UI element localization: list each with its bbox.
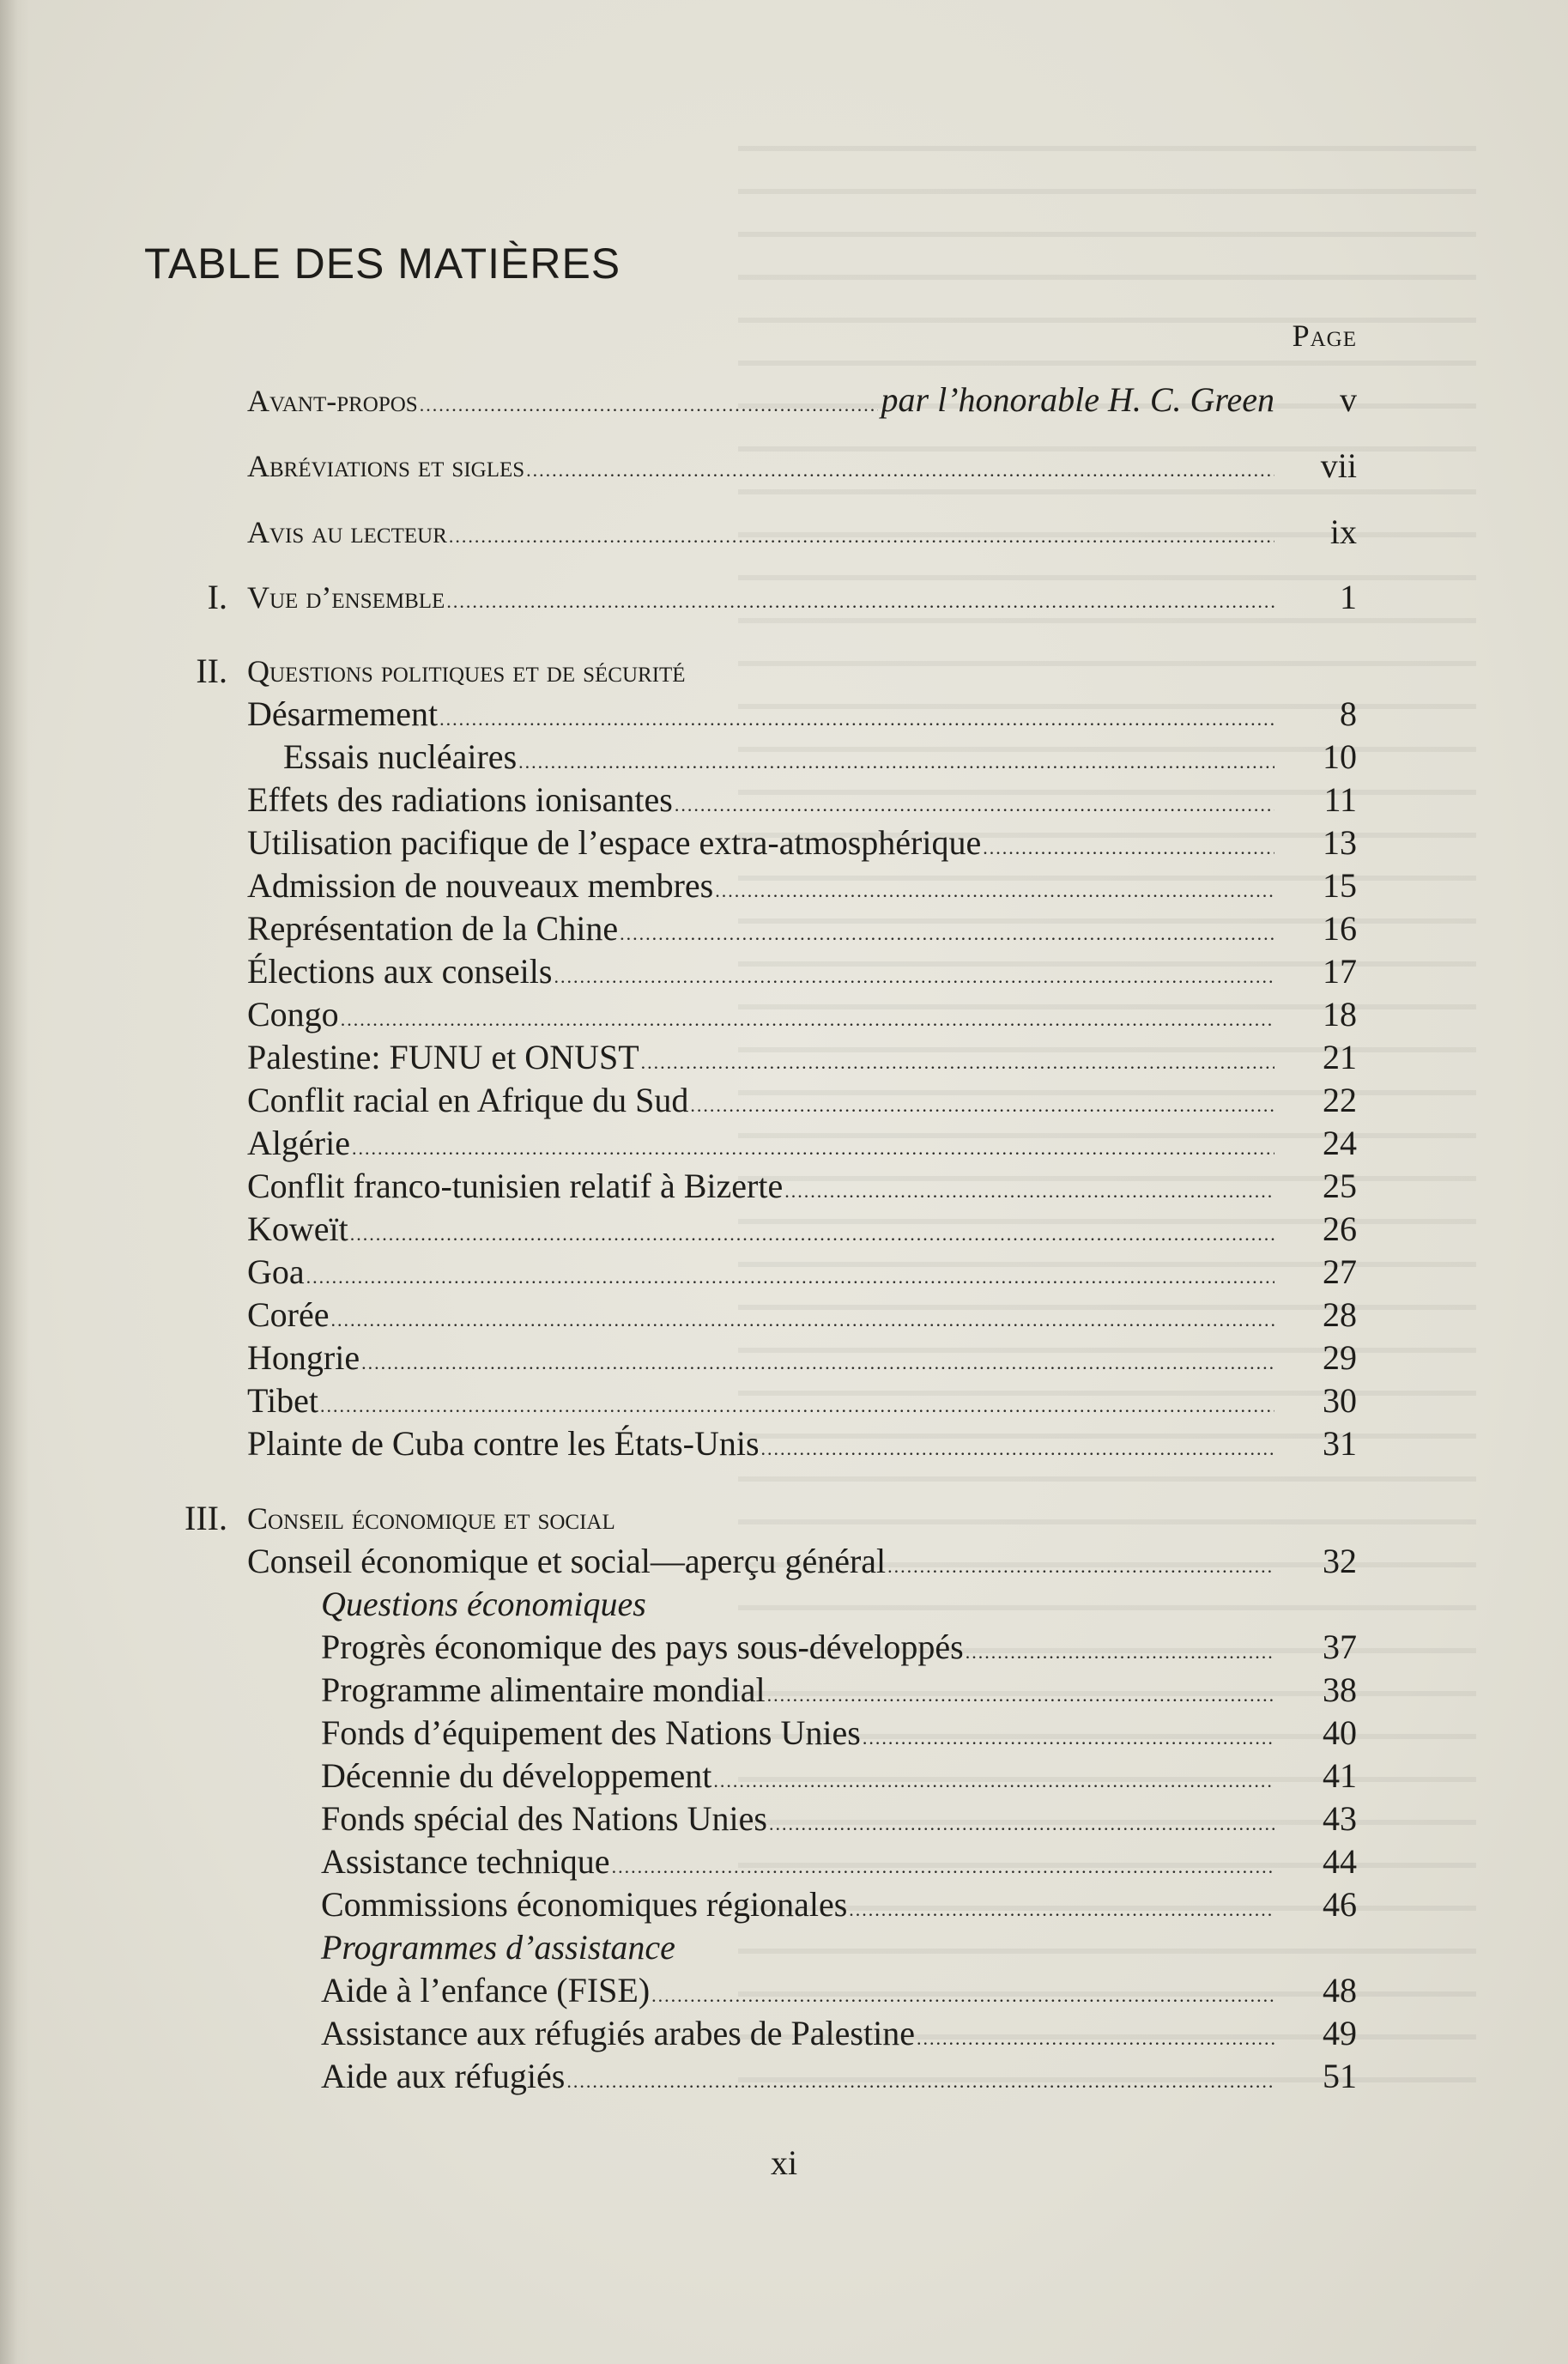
toc-entry-label: Koweït — [247, 1209, 348, 1248]
leader-dots — [361, 1342, 1274, 1385]
leader-dots — [306, 1256, 1274, 1299]
toc-entry-label: Plainte de Cuba contre les États-Unis — [247, 1424, 760, 1463]
toc-entry-page: 16 — [1323, 909, 1357, 948]
toc-entry-label: Algérie — [247, 1124, 350, 1162]
toc-entry-label: Avis au lecteur — [247, 515, 447, 549]
toc-entry-page: 15 — [1323, 866, 1357, 905]
leader-dots — [420, 384, 878, 427]
toc-entry — [0, 1626, 1568, 1669]
toc-entry-text — [247, 576, 1274, 623]
toc-entry — [0, 1379, 1568, 1422]
leader-dots — [554, 955, 1274, 998]
toc-entry-avant-propos — [0, 379, 1568, 421]
toc-entry-page: 8 — [1340, 694, 1357, 733]
toc-entry — [0, 2012, 1568, 2055]
toc-section-heading-ii — [0, 650, 1568, 693]
toc-entry — [0, 2055, 1568, 2098]
toc-entry-label: Conseil économique et social—aperçu général — [247, 1542, 887, 1580]
leader-dots — [352, 1127, 1274, 1170]
toc-entry-label: Corée — [247, 1295, 330, 1334]
toc-entry-page: 44 — [1323, 1842, 1357, 1881]
toc-entry-page: 10 — [1323, 737, 1357, 776]
leader-dots — [690, 1084, 1274, 1127]
page-number: xi — [770, 2143, 798, 2182]
leader-dots — [518, 741, 1274, 784]
toc-entry-page: 24 — [1323, 1124, 1357, 1162]
toc-entry — [0, 1165, 1568, 1208]
leader-dots — [350, 1213, 1274, 1256]
toc-entry-text — [247, 1497, 1274, 1540]
toc-entry-label: Essais nucléaires — [283, 737, 518, 776]
leader-dots — [331, 1299, 1274, 1342]
leader-dots — [526, 449, 1274, 492]
leader-dots — [863, 1717, 1274, 1760]
toc-entry-page: 43 — [1323, 1799, 1357, 1838]
toc-entry — [0, 1294, 1568, 1337]
toc-entry — [0, 864, 1568, 907]
section-number: III. — [185, 1499, 227, 1537]
toc-entry-label: Assistance technique — [321, 1842, 610, 1881]
toc-entry-page: vii — [1320, 446, 1357, 485]
toc-entry-page: 28 — [1323, 1295, 1357, 1334]
toc-entry — [0, 1208, 1568, 1251]
toc-entry-text — [321, 2055, 1274, 2103]
toc-entry-text — [247, 1079, 1274, 1127]
toc-entry-text — [321, 1712, 1274, 1760]
toc-entry-page: 51 — [1323, 2057, 1357, 2095]
toc-entry — [0, 1669, 1568, 1712]
toc-entry — [0, 993, 1568, 1036]
toc-entry-label: Assistance aux réfugiés arabes de Palestine — [321, 2014, 915, 2052]
toc-entry-text — [247, 1294, 1274, 1342]
toc-subheading: Programmes d’assistance — [321, 1928, 675, 1967]
toc-entry-text — [321, 2012, 1274, 2060]
toc-entry-label: Avant-propos — [247, 384, 418, 418]
leader-dots — [767, 1674, 1274, 1717]
toc-entry-text — [247, 379, 1274, 427]
leader-dots — [917, 2017, 1274, 2060]
toc-entry-text — [247, 1251, 1274, 1299]
toc-entry — [0, 1079, 1568, 1122]
toc-entry-label: Congo — [247, 995, 339, 1033]
toc-entry — [0, 1422, 1568, 1465]
leader-dots — [675, 784, 1274, 827]
leader-dots — [983, 827, 1274, 870]
toc-entry-text — [247, 650, 1274, 693]
toc-entry-text — [321, 1797, 1274, 1846]
toc-entry-text — [247, 1122, 1274, 1170]
toc-entry-page: 37 — [1323, 1628, 1357, 1666]
leader-dots — [769, 1803, 1274, 1846]
toc-entry-text — [247, 779, 1274, 827]
toc-entry-label: Progrès économique des pays sous-développés — [321, 1628, 964, 1666]
toc-entry-text — [247, 1036, 1274, 1084]
toc-entry-label: Représentation de la Chine — [247, 909, 619, 948]
toc-entry-text — [247, 1540, 1274, 1588]
toc-entry-label: Effets des radiations ionisantes — [247, 780, 673, 819]
toc-entry-page: 22 — [1323, 1081, 1357, 1119]
toc-entry-label: Tibet — [247, 1381, 319, 1420]
toc-entry-text — [321, 1840, 1274, 1888]
toc-entry-text — [247, 445, 1274, 492]
leader-dots — [449, 515, 1274, 558]
toc-entry-label: Abréviations et sigles — [247, 449, 525, 483]
toc-entry-page: ix — [1329, 512, 1357, 551]
toc-entry — [0, 1755, 1568, 1797]
toc-entry-text — [247, 511, 1274, 558]
toc-entry-label: Admission de nouveaux membres — [247, 866, 714, 905]
leader-dots — [966, 1631, 1274, 1674]
toc-entry-text — [321, 1755, 1274, 1803]
toc-entry-label: Aide aux réfugiés — [321, 2057, 566, 2095]
toc-entry-page: 30 — [1323, 1381, 1357, 1420]
toc-entry-label: Programme alimentaire mondial — [321, 1670, 766, 1709]
section-heading: Conseil économique et social — [247, 1501, 615, 1536]
section-number: II. — [196, 652, 227, 690]
leader-dots — [320, 1385, 1274, 1427]
toc-entry-page: 31 — [1323, 1424, 1357, 1463]
toc-entry-author: par l’honorable H. C. Green — [881, 380, 1274, 419]
toc-entry-text — [321, 1626, 1274, 1674]
section-number: I. — [207, 578, 227, 616]
toc-entry — [0, 1122, 1568, 1165]
toc-entry-text — [321, 1969, 1274, 2017]
leader-dots — [612, 1846, 1274, 1888]
leader-dots — [784, 1170, 1274, 1213]
toc-entry-text — [247, 1422, 1274, 1470]
toc-entry — [0, 821, 1568, 864]
toc-entry-page: 49 — [1323, 2014, 1357, 2052]
toc-entry-text — [321, 1669, 1274, 1717]
toc-entry-text — [247, 864, 1274, 912]
toc-entry-page: 21 — [1323, 1038, 1357, 1076]
leader-dots — [651, 1974, 1274, 2017]
toc-entry — [0, 1712, 1568, 1755]
toc-entry — [0, 1251, 1568, 1294]
toc-entry-page: 25 — [1323, 1167, 1357, 1205]
toc-entry-abreviations — [0, 445, 1568, 488]
leader-dots — [620, 912, 1274, 955]
toc-entry — [0, 1540, 1568, 1583]
leader-dots — [446, 580, 1274, 623]
toc-entry — [0, 1797, 1568, 1840]
toc-entry — [0, 950, 1568, 993]
page-column-label: Page — [1292, 318, 1357, 353]
toc-entry-label: Conflit franco-tunisien relatif à Bizerte — [247, 1167, 784, 1205]
toc-entry-text — [247, 693, 1274, 741]
toc-entry-text — [247, 1379, 1274, 1427]
toc-entry-page: 18 — [1323, 995, 1357, 1033]
toc-entry — [0, 779, 1568, 821]
toc-entry — [0, 1883, 1568, 1926]
leader-dots — [887, 1545, 1274, 1588]
toc-entry — [0, 1840, 1568, 1883]
toc-subheading: Questions économiques — [321, 1585, 646, 1623]
leader-dots — [439, 698, 1274, 741]
toc-entry-page: 29 — [1323, 1338, 1357, 1377]
toc-entry-label: Fonds spécial des Nations Unies — [321, 1799, 767, 1838]
toc-entry-page: 13 — [1323, 823, 1357, 862]
section-heading: Questions politiques et de sécurité — [247, 654, 686, 688]
toc-entry-avis — [0, 511, 1568, 554]
toc-entry — [0, 736, 1568, 779]
toc-entry — [0, 1969, 1568, 2012]
leader-dots — [641, 1041, 1274, 1084]
toc-entry — [0, 1337, 1568, 1379]
toc-entry-page: 26 — [1323, 1209, 1357, 1248]
toc-entry-text — [247, 821, 1274, 870]
leader-dots — [849, 1888, 1274, 1931]
toc-entry — [0, 907, 1568, 950]
toc-entry-text — [247, 950, 1274, 998]
leader-dots — [713, 1760, 1274, 1803]
leader-dots — [566, 2060, 1274, 2103]
toc-entry-label: Hongrie — [247, 1338, 360, 1377]
toc-entry-page: 48 — [1323, 1971, 1357, 2009]
toc-entry-page: v — [1340, 380, 1357, 419]
page-title: TABLE DES MATIÈRES — [144, 239, 621, 288]
toc-section-heading-iii — [0, 1497, 1568, 1540]
toc-entry-page: 1 — [1340, 578, 1357, 616]
toc-entry-section-i — [0, 576, 1568, 619]
toc-entry-text — [321, 1883, 1274, 1931]
toc-entry-page: 40 — [1323, 1713, 1357, 1752]
toc-entry-page: 38 — [1323, 1670, 1357, 1709]
toc-entry-text — [247, 1165, 1274, 1213]
toc-entry-label: Élections aux conseils — [247, 952, 553, 991]
toc-entry-label: Conflit racial en Afrique du Sud — [247, 1081, 689, 1119]
toc-entry-page: 41 — [1323, 1756, 1357, 1795]
toc-entry-text — [247, 1337, 1274, 1385]
toc-entry-label: Palestine: FUNU et ONUST — [247, 1038, 639, 1076]
toc-entry — [0, 1036, 1568, 1079]
leader-dots — [341, 998, 1274, 1041]
toc-entry-label: Fonds d’équipement des Nations Unies — [321, 1713, 861, 1752]
toc-entry-page: 27 — [1323, 1252, 1357, 1291]
toc-entry-label: Décennie du développement — [321, 1756, 712, 1795]
toc-entry-page: 11 — [1323, 780, 1357, 819]
toc-entry-label: Commissions économiques régionales — [321, 1885, 848, 1924]
toc-entry-text — [247, 1208, 1274, 1256]
toc-entry-page: 46 — [1323, 1885, 1357, 1924]
toc-entry-label: Désarmement — [247, 694, 439, 733]
toc-entry-text — [247, 907, 1274, 955]
leader-dots — [761, 1427, 1274, 1470]
toc-entry-label: Aide à l’enfance (FISE) — [321, 1971, 651, 2009]
toc-entry-text — [247, 993, 1274, 1041]
toc-entry — [0, 693, 1568, 736]
toc-entry-label: Goa — [247, 1252, 305, 1291]
toc-entry-page: 17 — [1323, 952, 1357, 991]
toc-entry-text — [283, 736, 1274, 784]
toc-entry-label: Utilisation pacifique de l’espace extra-atmosphérique — [247, 823, 982, 862]
toc-entry-page: 32 — [1323, 1542, 1357, 1580]
toc-entry-label: Vue d’ensemble — [247, 580, 445, 615]
leader-dots — [715, 870, 1274, 912]
